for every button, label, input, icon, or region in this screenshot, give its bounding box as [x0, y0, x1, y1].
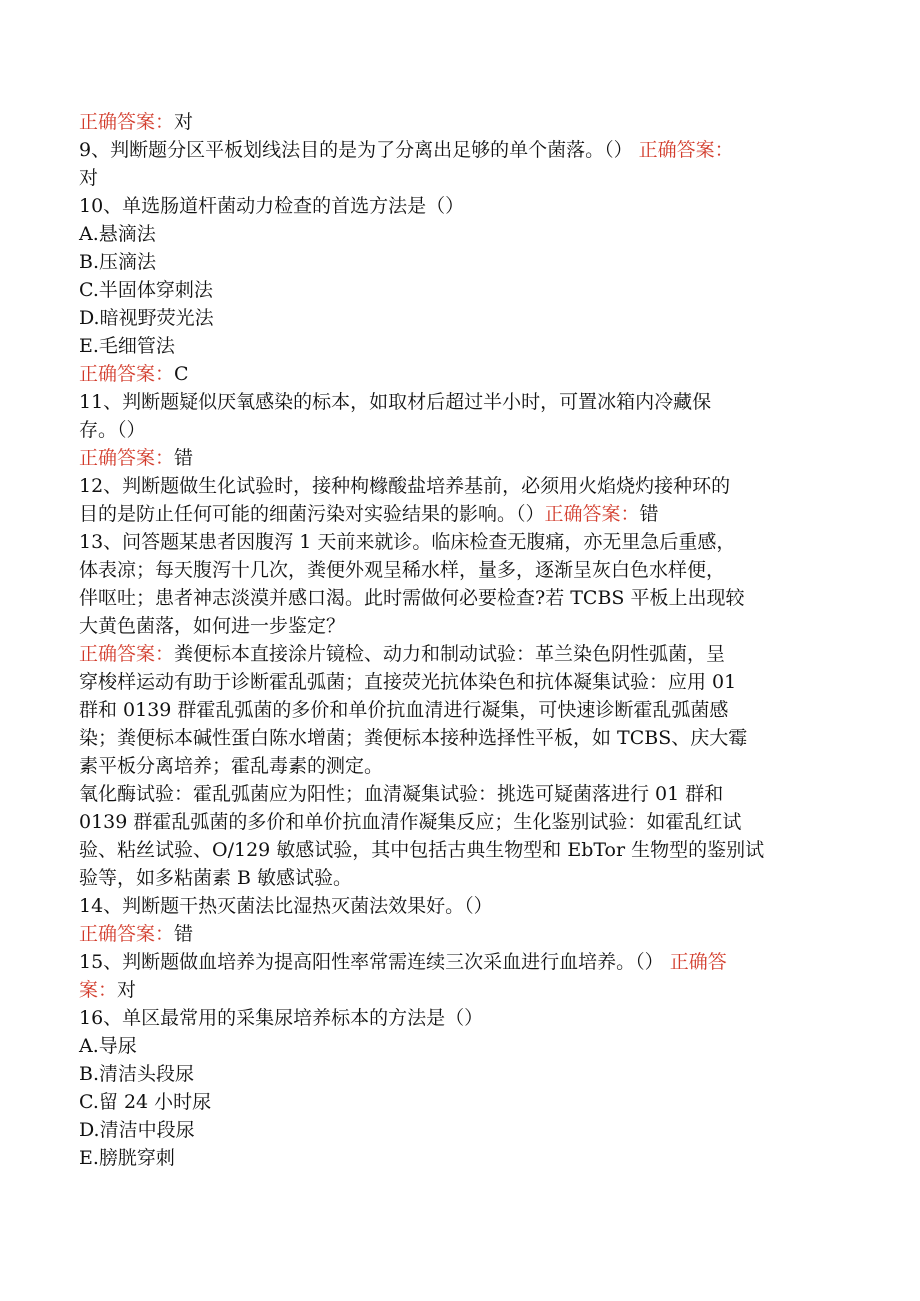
answer-label: 正确答案：	[79, 111, 175, 133]
answer-13-line-3: 群和 0139 群霍乱弧菌的多价和单价抗血清进行凝集，可快速诊断霍乱弧菌感	[79, 699, 729, 721]
option-e: E.膀胱穿刺	[79, 1147, 175, 1169]
option-a: A.悬滴法	[79, 223, 156, 245]
question-12-line-2	[79, 500, 839, 528]
answer-13-line-5: 素平板分离培养；霍乱毒素的测定。	[79, 755, 384, 777]
answer-label: 正确答案：	[79, 363, 175, 385]
answer-15	[79, 976, 839, 1004]
answer-value: 错	[174, 447, 194, 469]
answer-13-extra-line-1: 氧化酶试验：霍乱弧菌应为阳性；血清凝集试验：挑选可疑菌落进行 01 群和	[79, 783, 724, 805]
answer-13-line-4: 染；粪便标本碱性蛋白陈水增菌；粪便标本接种选择性平板，如 TCBS、庆大霉	[79, 727, 748, 749]
question-stem: 目的是防止任何可能的细菌污染对实验结果的影响。（）	[79, 503, 545, 525]
question-13-line-2: 体表凉；每天腹泻十几次，粪便外观呈稀水样，量多，逐渐呈灰白色水样便，	[79, 559, 726, 581]
question-13-line-1: 13、问答题某患者因腹泻 1 天前来就诊。临床检查无腹痛，亦无里急后重感，	[79, 531, 736, 553]
answer-value: 对	[117, 979, 137, 1001]
question-10: 10、单选肠道杆菌动力检查的首选方法是（）	[79, 195, 465, 217]
document-page	[79, 108, 839, 1172]
answer-label: 正确答案：	[544, 503, 640, 525]
option-c: C.留 24 小时尿	[79, 1091, 212, 1113]
answer-11	[79, 444, 839, 472]
question-stem: 9、判断题分区平板划线法目的是为了分离出足够的单个菌落。（）	[79, 139, 633, 161]
option-c: C.半固体穿刺法	[79, 279, 213, 301]
question-stem: 15、判断题做血培养为提高阳性率常需连续三次采血进行血培养。（）	[79, 951, 664, 973]
question-9	[79, 136, 839, 164]
answer-line-prev	[79, 108, 839, 136]
answer-13-extra-line-2: 0139 群霍乱弧菌的多价和单价抗血清作凝集反应；生化鉴别试验：如霍乱红试	[79, 811, 742, 833]
answer-label: 正确答案：	[79, 643, 175, 665]
answer-14	[79, 920, 839, 948]
answer-value: 对	[79, 167, 99, 189]
question-12-line-1: 12、判断题做生化试验时，接种枸橼酸盐培养基前，必须用火焰烧灼接种环的	[79, 475, 731, 497]
option-b: B.压滴法	[79, 251, 157, 273]
answer-value: 对	[174, 111, 194, 133]
answer-13-line-1	[79, 640, 839, 668]
answer-value: 错	[174, 923, 194, 945]
answer-value: C	[174, 363, 189, 385]
answer-label: 正确答案：	[79, 923, 175, 945]
option-d: D.暗视野荧光法	[79, 307, 214, 329]
answer-13-extra-line-3: 验、粘丝试验、O/129 敏感试验，其中包括古典生物型和 EbTor 生物型的鉴别试	[79, 839, 765, 861]
option-d: D.清洁中段尿	[79, 1119, 195, 1141]
question-14: 14、判断题干热灭菌法比湿热灭菌法效果好。（）	[79, 895, 493, 917]
answer-text: 粪便标本直接涂片镜检、动力和制动试验：革兰染色阴性弧菌，呈	[174, 643, 726, 665]
answer-value: 错	[639, 503, 659, 525]
answer-9	[79, 164, 839, 192]
answer-13-extra-line-4: 验等，如多粘菌素 B 敏感试验。	[79, 867, 353, 889]
answer-10	[79, 360, 839, 388]
question-13-line-3: 伴呕吐；患者神志淡漠并感口渴。此时需做何必要检查?若 TCBS 平板上出现较	[79, 587, 745, 609]
question-16: 16、单区最常用的采集尿培养标本的方法是（）	[79, 1007, 484, 1029]
answer-label-part-2: 案：	[79, 979, 118, 1001]
question-11-line-2: 存。（）	[79, 419, 146, 441]
answer-13-line-2: 穿梭样运动有助于诊断霍乱弧菌；直接荧光抗体染色和抗体凝集试验：应用 01	[79, 671, 737, 693]
option-a: A.导尿	[79, 1035, 137, 1057]
question-13-line-4: 大黄色菌落，如何进一步鉴定？	[79, 615, 346, 637]
option-e: E.毛细管法	[79, 335, 175, 357]
answer-label: 正确答案：	[638, 139, 734, 161]
question-15	[79, 948, 839, 976]
option-b: B.清洁头段尿	[79, 1063, 195, 1085]
answer-label-part-1: 正确答	[669, 951, 727, 973]
answer-label: 正确答案：	[79, 447, 175, 469]
question-11-line-1: 11、判断题疑似厌氧感染的标本，如取材后超过半小时，可置冰箱内冷藏保	[79, 391, 712, 413]
